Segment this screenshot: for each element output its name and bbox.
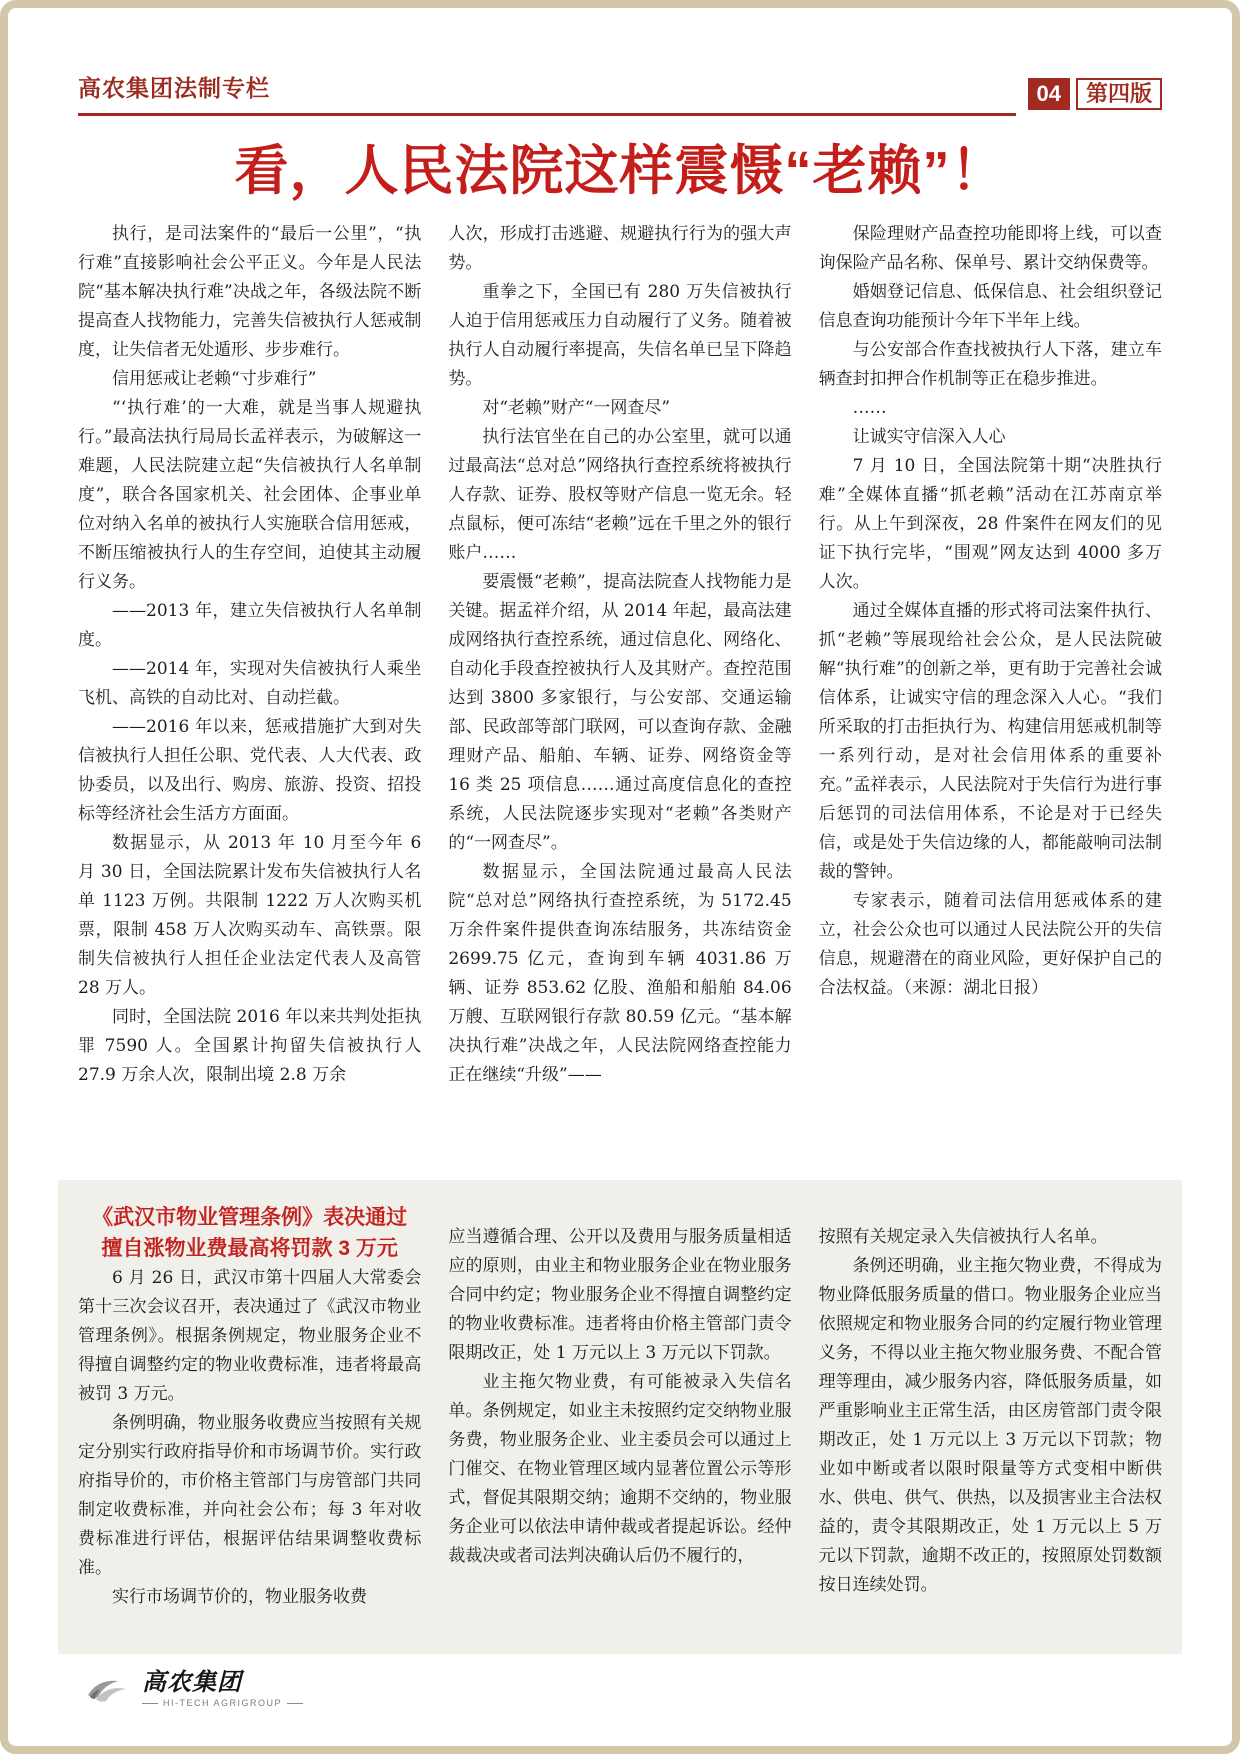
subhead-paragraph: 让诚实守信深入人心 bbox=[852, 427, 1006, 447]
paragraph: 条例明确，物业服务收费应当按照有关规定分别实行政府指导价和市场调节价。实行政府指导价的，市价格主管部门与房管部门共同制定收费标准，并向社会公布；每 3 年对收费标准进行评估，根据评估结果调整收费标准。 bbox=[78, 1413, 422, 1578]
paragraph: 业主拖欠物业费，有可能被录入失信名单。条例规定，如业主未按照约定交纳物业服务费，物业服务企业、业主委员会可以通过上门催交、在物业管理区域内显著位置公示等形式，督促其限期交纳；逾期不交纳的，物业服务企业可以依法申请仲裁或者提起诉讼。经仲裁裁决或者司法判决确认后仍不履行的， bbox=[448, 1372, 792, 1566]
article2-column-1 bbox=[78, 1202, 421, 1632]
ellipsis-paragraph: …… bbox=[852, 398, 887, 418]
paragraph: ——2013 年，建立失信被执行人名单制度。 bbox=[78, 601, 422, 650]
company-logo-name: 高农集团 bbox=[142, 1669, 242, 1696]
paragraph: ——2014 年，实现对失信被执行人乘坐飞机、高铁的自动比对、自动拦截。 bbox=[78, 659, 422, 708]
paragraph: 保险理财产品查控功能即将上线，可以查询保险产品名称、保单号、累计交纳保费等。 bbox=[818, 224, 1162, 273]
paragraph: 人次，形成打击逃避、规避执行行为的强大声势。 bbox=[448, 224, 792, 273]
paragraph: 数据显示，全国法院通过最高人民法院“总对总”网络执行查控系统，为 5172.45 万余件案件提供查询冻结服务，共冻结资金 2699.75 亿元，查询到车辆 4031.86 万辆、证券 853.62 亿股、渔船和船舶 84.06 万艘、互联网银行存款 80.59 亿元。“基本解决执行难”决战之年，人民法院网络查控能力正在继续“升级”—— bbox=[448, 862, 792, 1085]
article1-headline: 看，人民法院这样震慑“老赖”！ bbox=[234, 141, 1006, 201]
paragraph: 执行，是司法案件的“最后一公里”，“执行难”直接影响社会公平正义。今年是人民法院“基本解决执行难”决战之年，各级法院不断提高查人找物能力，完善失信被执行人惩戒制度，让失信者无处遁形、步步难行。 bbox=[78, 224, 422, 360]
footer bbox=[78, 1670, 1162, 1708]
logo-dash-right bbox=[287, 1703, 303, 1704]
paragraph: 7 月 10 日，全国法院第十期“决胜执行难”全媒体直播“抓老赖”活动在江苏南京举行。从上午到深夜，28 件案件在网友们的见证下执行完毕，“围观”网友达到 4000 多万人次。 bbox=[818, 456, 1162, 592]
company-logo-icon bbox=[84, 1673, 132, 1705]
page-number-group bbox=[1028, 78, 1163, 116]
paragraph: 专家表示，随着司法信用惩戒体系的建立，社会公众也可以通过人民法院公开的失信信息，规避潜在的商业风险，更好保护自己的合法权益。（来源：湖北日报） bbox=[818, 891, 1162, 998]
article2-column-2 bbox=[448, 1202, 791, 1632]
paragraph: 通过全媒体直播的形式将司法案件执行、抓“老赖”等展现给社会公众，是人民法院破解“执行难”的创新之举，更有助于完善社会诚信体系，让诚实守信的理念深入人心。“我们所采取的打击拒执行为、构建信用惩戒机制等一系列行动，是对社会信用体系的重要补充。”孟祥表示，人民法院对于失信行为进行事后惩罚的司法信用体系，不论是对于已经失信，或是处于失信边缘的人，都能敲响司法制裁的警钟。 bbox=[818, 601, 1162, 882]
edition-badge: 第四版 bbox=[1076, 78, 1162, 110]
paragraph: ——2016 年以来，惩戒措施扩大到对失信被执行人担任公职、党代表、人大代表、政协委员，以及出行、购房、旅游、投资、招投标等经济社会生活方方面面。 bbox=[78, 717, 422, 824]
paragraph: 与公安部合作查找被执行人下落，建立车辆查封扣押合作机制等正在稳步推进。 bbox=[818, 340, 1162, 389]
paragraph: 要震慑“老赖”，提高法院查人找物能力是关键。据孟祥介绍，从 2014 年起，最高法建成网络执行查控系统，通过信息化、网络化、自动化手段查控被执行人及其财产。查控范围达到 3800 多家银行，与公安部、交通运输部、民政部等部门联网，可以查询存款、金融理财产品、船舶、车辆、证券、网络资金等 16 类 25 项信息……通过高度信息化的查控系统，人民法院逐步实现对“老赖”各类财产的“一网查尽”。 bbox=[448, 572, 792, 853]
paragraph: 执行法官坐在自己的办公室里，就可以通过最高法“总对总”网络执行查控系统将被执行人存款、证券、股权等财产信息一览无余。轻点鼠标，便可冻结“老赖”远在千里之外的银行账户…… bbox=[448, 427, 792, 563]
article2-columns bbox=[78, 1202, 1162, 1632]
company-logo-text-group bbox=[142, 1670, 303, 1708]
subhead-paragraph: 信用惩戒让老赖“寸步难行” bbox=[112, 369, 317, 389]
paragraph: 应当遵循合理、公开以及费用与服务质量相适应的原则，由业主和物业服务企业在物业服务合同中约定；物业服务企业不得擅自调整约定的物业收费标准。违者将由价格主管部门责令限期改正，处 1 万元以上 3 万元以下罚款。 bbox=[448, 1227, 792, 1363]
article2-panel bbox=[58, 1180, 1182, 1654]
page-number-badge: 04 bbox=[1028, 78, 1070, 110]
paragraph: 重拳之下，全国已有 280 万失信被执行人迫于信用惩戒压力自动履行了义务。随着被执行人自动履行率提高，失信名单已呈下降趋势。 bbox=[448, 282, 792, 389]
paragraph: 数据显示，从 2013 年 10 月至今年 6 月 30 日，全国法院累计发布失信被执行人名单 1123 万例。共限制 1222 万人次购买机票，限制 458 万人次购买动车、高铁票。限制失信被执行人担任企业法定代表人及高管 28 万人。 bbox=[78, 833, 422, 998]
article2-headline-line1: 《武汉市物业管理条例》表决通过 bbox=[92, 1206, 408, 1229]
article1-column-3 bbox=[819, 220, 1162, 1150]
article1-column-2 bbox=[448, 220, 791, 1150]
paragraph: 6 月 26 日，武汉市第十四届人大常委会第十三次会议召开，表决通过了《武汉市物业管理条例》。根据条例规定，物业服务企业不得擅自调整约定的物业收费标准，违者将最高被罚 3 万元。 bbox=[78, 1268, 422, 1404]
paragraph: 婚姻登记信息、低保信息、社会组织登记信息查询功能预计今年下半年上线。 bbox=[818, 282, 1162, 331]
section-label: 高农集团法制专栏 bbox=[78, 70, 1016, 116]
paragraph: 同时，全国法院 2016 年以来共判处拒执罪 7590 人。全国累计拘留失信被执行人 27.9 万余人次，限制出境 2.8 万余 bbox=[78, 1007, 422, 1085]
paragraph: 实行市场调节价的，物业服务收费 bbox=[112, 1587, 367, 1607]
logo-dash-left bbox=[142, 1703, 158, 1704]
paragraph: “‘执行难’的一大难，就是当事人规避执行。”最高法执行局局长孟祥表示，为破解这一难题，人民法院建立起“失信被执行人名单制度”，联合各国家机关、社会团体、企事业单位对纳入名单的被执行人实施联合信用惩戒，不断压缩被执行人的生存空间，迫使其主动履行义务。 bbox=[78, 398, 422, 592]
company-logo-subtext: HI-TECH AGRIGROUP bbox=[163, 1698, 283, 1708]
paragraph: 条例还明确，业主拖欠物业费，不得成为物业降低服务质量的借口。物业服务企业应当依照规定和物业服务合同的约定履行物业管理义务，不得以业主拖欠物业服务费、不配合管理等理由，减少服务内容，降低服务质量，如严重影响业主正常生活，由区房管部门责令限期改正，处 1 万元以上 3 万元以下罚款；物业如中断或者以限时限量等方式变相中断供水、供电、供气、供热，以及损害业主合法权益的，责令其限期改正，处 1 万元以上 5 万元以下罚款，逾期不改正的，按照原处罚数额按日连续处罚。 bbox=[818, 1256, 1162, 1595]
paragraph: 按照有关规定录入失信被执行人名单。 bbox=[818, 1227, 1108, 1247]
subhead-paragraph: 对“老赖”财产“一网查尽” bbox=[482, 398, 671, 418]
article2-headline-line2: 擅自涨物业费最高将罚款 3 万元 bbox=[101, 1237, 398, 1260]
article2-column-3 bbox=[819, 1202, 1162, 1632]
article1-column-1 bbox=[78, 220, 421, 1150]
masthead bbox=[78, 70, 1162, 116]
article1-columns bbox=[78, 220, 1162, 1150]
